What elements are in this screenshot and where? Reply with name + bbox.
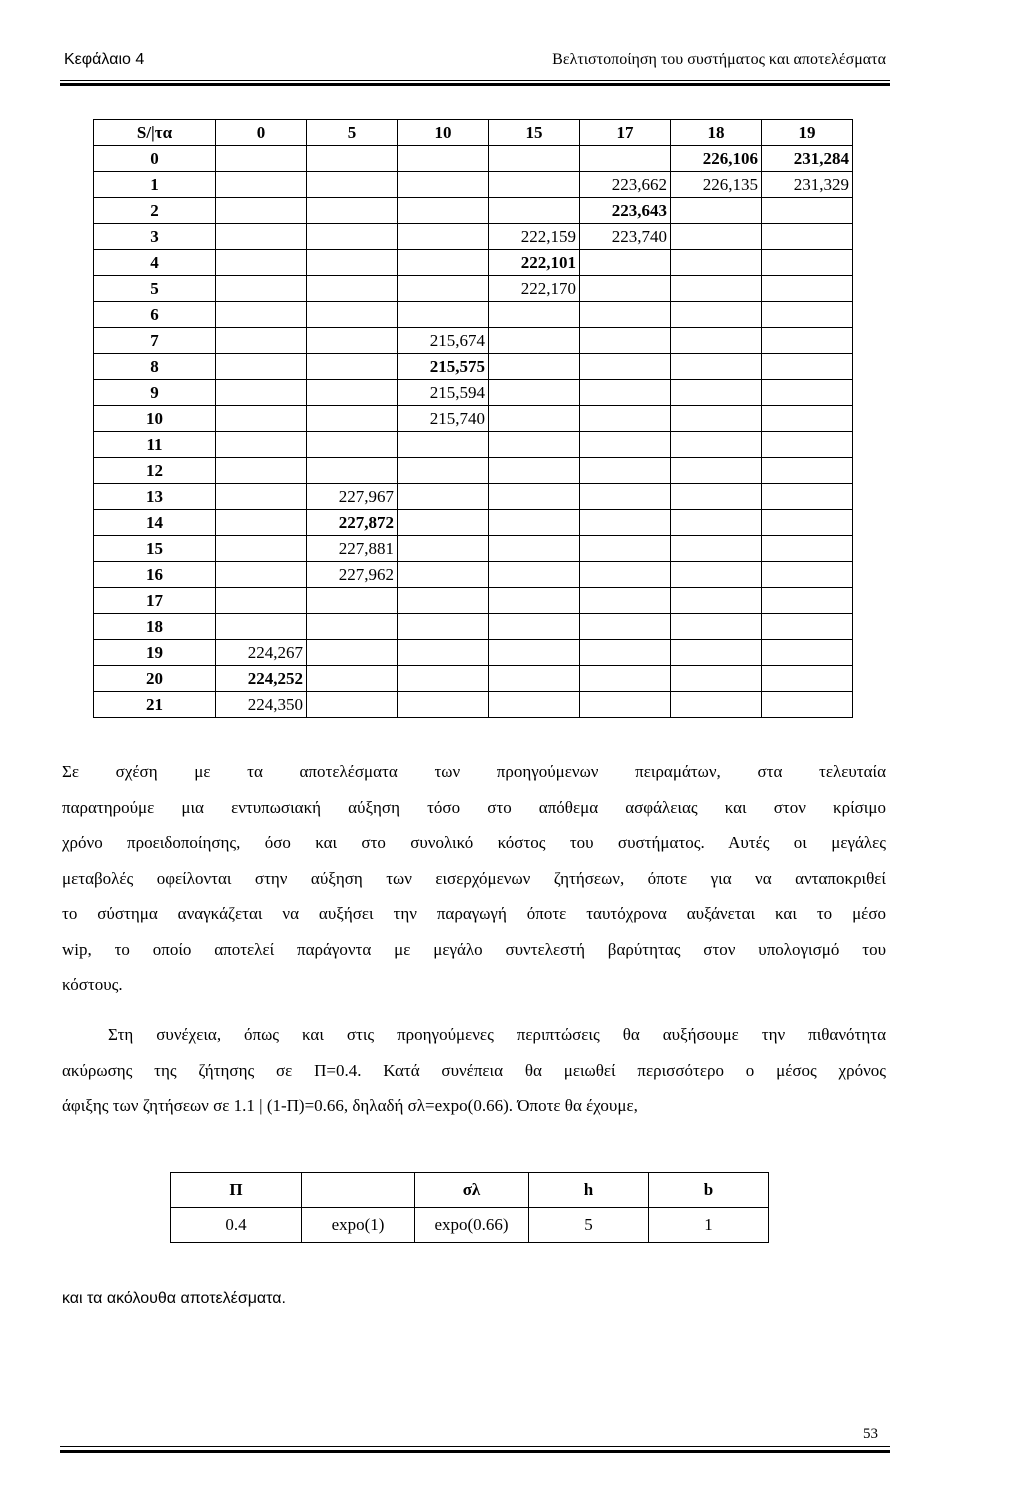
table-cell [307, 146, 398, 172]
table-cell [398, 146, 489, 172]
column-header: 5 [307, 120, 398, 146]
table-cell: 224,267 [216, 640, 307, 666]
column-header: 17 [580, 120, 671, 146]
paragraph-line: Στη συνέχεια, όπως και στις προηγούμενες περιπτώσεις θα αυξήσουμε την πιθανότητα [108, 1025, 886, 1044]
table-cell [671, 640, 762, 666]
header-cell: b [649, 1173, 769, 1208]
table-cell [580, 666, 671, 692]
table-cell [307, 432, 398, 458]
table-cell [671, 536, 762, 562]
paragraph-line: χρόνο προειδοποίησης, όσο και στο συνολικό κόστος του συστήματος. Αυτές οι μεγάλες [62, 833, 886, 852]
table-cell [580, 250, 671, 276]
row-label: 19 [94, 640, 216, 666]
table-cell [307, 666, 398, 692]
footer-rule-thin [60, 1446, 890, 1447]
row-label: 3 [94, 224, 216, 250]
table-cell [762, 614, 853, 640]
table-cell [216, 562, 307, 588]
table-cell [307, 198, 398, 224]
value-cell: expo(1) [302, 1208, 415, 1243]
paragraph-line: wip, το οποίο αποτελεί παράγοντα με μεγάλο συντελεστή βαρύτητας στον υπολογισμό του [62, 939, 886, 959]
table-cell [671, 250, 762, 276]
table-row [94, 432, 853, 458]
row-label: 8 [94, 354, 216, 380]
table-cell [489, 354, 580, 380]
table-cell [489, 302, 580, 328]
table-cell: 226,106 [671, 146, 762, 172]
table-cell [580, 536, 671, 562]
table-cell [762, 640, 853, 666]
paragraph-line: άφιξης των ζητήσεων σε 1.1 | (1-Π)=0.66, δηλαδή σλ=expo(0.66). Όποτε θα έχουμε, [62, 1096, 638, 1115]
row-label: 0 [94, 146, 216, 172]
row-label: 16 [94, 562, 216, 588]
table-cell: 227,872 [307, 510, 398, 536]
table-cell: 224,252 [216, 666, 307, 692]
table-cell [762, 588, 853, 614]
table-cell [489, 172, 580, 198]
table-row [94, 406, 853, 432]
table-cell [671, 380, 762, 406]
value-cell: expo(0.66) [415, 1208, 529, 1243]
table-row [94, 302, 853, 328]
paragraph-2 [62, 1017, 886, 1124]
table-cell [398, 276, 489, 302]
table-cell [671, 224, 762, 250]
table-cell [307, 250, 398, 276]
table-cell [216, 172, 307, 198]
table-row [94, 354, 853, 380]
table-cell [398, 640, 489, 666]
table-cell [216, 198, 307, 224]
row-label: 12 [94, 458, 216, 484]
table-cell [489, 614, 580, 640]
table-cell: 222,101 [489, 250, 580, 276]
table-cell [762, 380, 853, 406]
table-cell [489, 562, 580, 588]
row-label: 21 [94, 692, 216, 718]
table-cell [398, 484, 489, 510]
table-cell [489, 692, 580, 718]
table-cell [580, 302, 671, 328]
row-label: 18 [94, 614, 216, 640]
table-cell [762, 536, 853, 562]
table-cell: 224,350 [216, 692, 307, 718]
table-cell: 215,674 [398, 328, 489, 354]
table-cell [307, 224, 398, 250]
row-label: 13 [94, 484, 216, 510]
paragraph-line: μεταβολές οφείλονται στην αύξηση των εισερχόμενων ζητήσεων, όποτε για να ανταποκριθεί [62, 868, 886, 888]
table-cell [671, 406, 762, 432]
table-cell [489, 536, 580, 562]
row-label: 15 [94, 536, 216, 562]
table-cell [580, 510, 671, 536]
column-header: 10 [398, 120, 489, 146]
table-row [94, 276, 853, 302]
table-cell [216, 458, 307, 484]
row-label: 9 [94, 380, 216, 406]
row-label: 2 [94, 198, 216, 224]
table-cell [671, 588, 762, 614]
table-row [94, 172, 853, 198]
column-header: 15 [489, 120, 580, 146]
table-cell [398, 562, 489, 588]
table-cell [398, 198, 489, 224]
table-cell [580, 458, 671, 484]
table-cell [671, 484, 762, 510]
table-cell [216, 588, 307, 614]
table-cell [216, 614, 307, 640]
table-cell [489, 640, 580, 666]
table-row [94, 614, 853, 640]
table-cell [398, 172, 489, 198]
table-cell [762, 510, 853, 536]
parameters-value-row [171, 1208, 769, 1243]
table-cell [762, 276, 853, 302]
table-row [94, 224, 853, 250]
table-cell [489, 406, 580, 432]
table-cell [489, 380, 580, 406]
table-cell [398, 510, 489, 536]
row-label: 1 [94, 172, 216, 198]
table-cell [216, 354, 307, 380]
table-cell: 227,967 [307, 484, 398, 510]
table-row [94, 146, 853, 172]
table-cell [762, 458, 853, 484]
table-cell [398, 458, 489, 484]
table-cell [580, 380, 671, 406]
table-cell: 223,662 [580, 172, 671, 198]
value-cell: 0.4 [171, 1208, 302, 1243]
table-cell [762, 432, 853, 458]
table-cell [307, 614, 398, 640]
table-cell [762, 666, 853, 692]
table-cell [307, 302, 398, 328]
table-cell [307, 172, 398, 198]
row-label: 7 [94, 328, 216, 354]
table-cell [762, 198, 853, 224]
table-cell [580, 692, 671, 718]
column-header: 19 [762, 120, 853, 146]
table-cell [216, 432, 307, 458]
table-cell [762, 562, 853, 588]
table-row [94, 692, 853, 718]
table-cell [307, 406, 398, 432]
table-cell [398, 302, 489, 328]
table-cell: 223,740 [580, 224, 671, 250]
table-row [94, 510, 853, 536]
results-table [93, 119, 853, 718]
table-cell [580, 354, 671, 380]
paragraph-line: παρατηρούμε μια εντυπωσιακή αύξηση τόσο στο απόθεμα ασφάλειας και στον κρίσιμο [62, 797, 886, 817]
table-cell [216, 536, 307, 562]
table-cell [580, 406, 671, 432]
table-cell [671, 666, 762, 692]
table-cell [762, 692, 853, 718]
table-row [94, 562, 853, 588]
table-cell [216, 224, 307, 250]
paragraph-line: ακύρωσης της ζήτησης σε Π=0.4. Κατά συνέπεια θα μειωθεί περισσότερο ο μέσος χρόνος [62, 1060, 886, 1080]
table-cell [216, 380, 307, 406]
table-cell [216, 484, 307, 510]
table-cell [398, 666, 489, 692]
header-cell: h [529, 1173, 649, 1208]
table-cell [762, 354, 853, 380]
chapter-title: Βελτιστοποίηση του συστήματος και αποτελέσματα [552, 51, 886, 68]
table-cell [307, 458, 398, 484]
parameters-table [170, 1172, 769, 1243]
table-cell [580, 432, 671, 458]
table-cell [580, 614, 671, 640]
column-header: 18 [671, 120, 762, 146]
table-cell: 227,881 [307, 536, 398, 562]
table-cell [216, 510, 307, 536]
table-cell [307, 328, 398, 354]
table-cell [398, 224, 489, 250]
table-cell [307, 354, 398, 380]
table-cell [216, 146, 307, 172]
table-cell [216, 276, 307, 302]
table-cell [762, 302, 853, 328]
table-cell [216, 328, 307, 354]
table-cell [307, 380, 398, 406]
table-cell [671, 354, 762, 380]
closing-text: και τα ακόλουθα αποτελέσματα. [62, 1290, 286, 1307]
table-row [94, 536, 853, 562]
table-cell [671, 562, 762, 588]
column-header: S/|τα [94, 120, 216, 146]
table-cell [671, 458, 762, 484]
table-row [94, 640, 853, 666]
column-header: 0 [216, 120, 307, 146]
table-cell [671, 276, 762, 302]
table-cell [762, 406, 853, 432]
table-cell [671, 432, 762, 458]
table-cell [398, 432, 489, 458]
table-cell [489, 666, 580, 692]
paragraph-line: κόστους. [62, 975, 123, 994]
paragraph-1 [62, 754, 886, 1003]
footer-rule-thick [60, 1450, 890, 1453]
results-header-row [94, 120, 853, 146]
row-label: 20 [94, 666, 216, 692]
header-rule-thin [60, 80, 890, 81]
value-cell: 1 [649, 1208, 769, 1243]
page-number: 53 [863, 1426, 878, 1442]
table-cell [580, 146, 671, 172]
table-cell [489, 432, 580, 458]
table-cell [580, 328, 671, 354]
table-cell [216, 406, 307, 432]
table-cell [762, 328, 853, 354]
table-cell [671, 198, 762, 224]
row-label: 5 [94, 276, 216, 302]
table-cell [580, 562, 671, 588]
row-label: 10 [94, 406, 216, 432]
table-cell [489, 588, 580, 614]
table-cell [307, 588, 398, 614]
table-cell: 226,135 [671, 172, 762, 198]
table-row [94, 484, 853, 510]
table-cell: 215,740 [398, 406, 489, 432]
table-row [94, 328, 853, 354]
table-cell: 231,284 [762, 146, 853, 172]
table-cell [307, 640, 398, 666]
table-cell: 227,962 [307, 562, 398, 588]
table-cell [489, 484, 580, 510]
table-cell [580, 276, 671, 302]
table-cell [216, 302, 307, 328]
table-cell [671, 328, 762, 354]
chapter-label: Κεφάλαιο 4 [64, 51, 145, 68]
table-cell [762, 224, 853, 250]
parameters-header-row [171, 1173, 769, 1208]
table-cell [580, 640, 671, 666]
table-cell [307, 276, 398, 302]
row-label: 17 [94, 588, 216, 614]
table-cell [489, 458, 580, 484]
table-cell [671, 692, 762, 718]
row-label: 4 [94, 250, 216, 276]
table-cell: 223,643 [580, 198, 671, 224]
table-cell [489, 146, 580, 172]
table-cell: 231,329 [762, 172, 853, 198]
header-cell: Π [171, 1173, 302, 1208]
table-cell [580, 588, 671, 614]
table-cell [398, 614, 489, 640]
table-cell: 222,170 [489, 276, 580, 302]
table-row [94, 380, 853, 406]
header-cell [302, 1173, 415, 1208]
table-cell [216, 250, 307, 276]
table-cell [671, 510, 762, 536]
row-label: 11 [94, 432, 216, 458]
table-cell [307, 692, 398, 718]
header-cell: σλ [415, 1173, 529, 1208]
table-cell [398, 250, 489, 276]
table-cell [671, 302, 762, 328]
paragraph-line: Σε σχέση με τα αποτελέσματα των προηγούμενων πειραμάτων, στα τελευταία [62, 762, 886, 781]
row-label: 6 [94, 302, 216, 328]
table-cell: 215,575 [398, 354, 489, 380]
table-row [94, 198, 853, 224]
table-cell [398, 588, 489, 614]
table-cell [580, 484, 671, 510]
table-cell [762, 484, 853, 510]
table-cell [398, 536, 489, 562]
table-cell: 222,159 [489, 224, 580, 250]
table-cell [671, 614, 762, 640]
header-rule-thick [60, 83, 890, 86]
table-cell [489, 510, 580, 536]
table-cell [398, 692, 489, 718]
row-label: 14 [94, 510, 216, 536]
table-cell [762, 250, 853, 276]
table-cell: 215,594 [398, 380, 489, 406]
table-row [94, 250, 853, 276]
table-cell [489, 198, 580, 224]
table-row [94, 588, 853, 614]
value-cell: 5 [529, 1208, 649, 1243]
table-row [94, 666, 853, 692]
table-cell [489, 328, 580, 354]
paragraph-line: το σύστημα αναγκάζεται να αυξήσει την παραγωγή όποτε ταυτόχρονα αυξάνεται και το μέσο [62, 904, 886, 923]
table-row [94, 458, 853, 484]
